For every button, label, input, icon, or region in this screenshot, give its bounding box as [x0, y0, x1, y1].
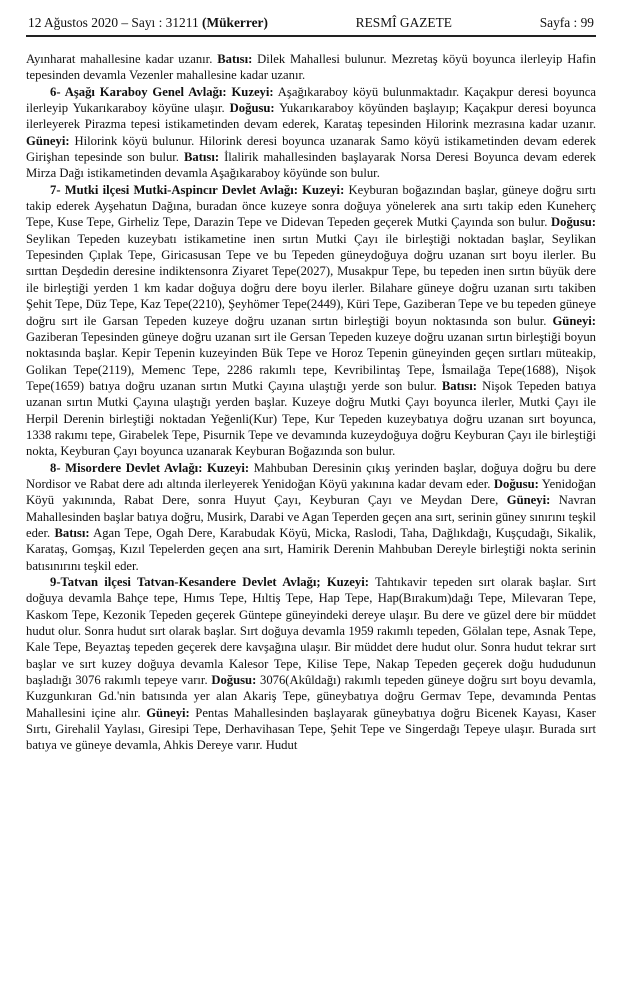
paragraph [26, 51, 596, 84]
paragraph-text: Ayınharat mahallesine kadar uzanır. [26, 52, 218, 66]
bold-heading-text: Doğusu: [493, 476, 539, 491]
header-issue: – Sayı : 31211 [121, 15, 199, 30]
paragraph-text: Keyburan boğazından başlar, güneye doğru sırtı takip ederek Ayşehatun Dağına, buradan önce kuzeye sonra doğuya yönelerek ana sırtı takip eden Kuneherç Tepe, Kuse Tepe, Girheliz Tepe, Darazin Tepe ve Didevan Tepeden geçerek Mutki Çayında son bulur. [26, 182, 596, 230]
page-header [26, 14, 596, 37]
header-date-issue [28, 14, 268, 32]
header-gazette-title: RESMÎ GAZETE [355, 15, 452, 30]
paragraph-text: Yukarıkaraboy köyünden başlayıp; Kaçakpur deresi boyunca ilerleyerek Pirazma tepesi istikametinden devam ederek, Karataş tepesinden Hilorink mezrasına kadar uzanır. [26, 101, 596, 132]
bold-heading-text: Güneyi: [506, 493, 551, 508]
paragraph [26, 84, 596, 182]
header-repeat: (Mükerrer) [202, 15, 268, 30]
paragraph-text: Agan Tepe, Ogah Dere, Karabudak Köyü, Micka, Raslodi, Taha, Dağlıkdağı, Kuşçudağı, Sikalik, Karataş, Gomşaş, Kızıl Tepelerden geçen ana sırt, Hamirik Derenin Mahbuban Dereyle birleştiği nokta serinin batısınırını teşkil eder. [26, 525, 597, 573]
paragraph [26, 460, 596, 574]
bold-heading-text: 8- Misordere Devlet Avlağı: Kuzeyi: [50, 460, 250, 475]
bold-heading-text: Batısı: [217, 52, 253, 66]
bold-heading-text: 7- Mutki ilçesi Mutki-Aspincır Devlet Avlağı: Kuzeyi: [50, 182, 345, 197]
header-date: 12 Ağustos 2020 [28, 15, 119, 30]
paragraph-text: Mahbuban Deresinin çıkış yerinden başlar, doğuya doğru bu dere Nordisor ve Rabat dere adı altında ilerleyerek Yenidoğan Köyü yakınına kadar devam eder. [26, 460, 596, 491]
paragraph [26, 574, 596, 754]
bold-heading-text: Batısı: [183, 150, 220, 165]
bold-heading-text: Batısı: [441, 378, 477, 393]
document-body [26, 51, 596, 754]
paragraph-text: Aşağıkaraboy köyü bulunmaktadır. Kaçakpur deresi boyunca ilerleyip Yukarıkaraboy köyüne ulaşır. [26, 84, 596, 116]
bold-heading-text: Güneyi: [146, 705, 190, 720]
bold-heading-text: 9-Tatvan ilçesi Tatvan-Kesandere Devlet Avlağı; Kuzeyi: [50, 575, 369, 589]
paragraph-text: Hilorink köyü bulunur. Hilorink deresi boyunca uzanarak Samo köyü istikametinden devam ederek Girişhan tepesinde son bulur. [26, 133, 596, 165]
paragraph-text: Seylikan Tepeden kuzeybatı istikametine inen sırtın Mutki Çayı ile birleştiği noktadan başlar, Seylikan Tepesinden Çıplak Tepe, Giricasusan Tepe ve bu Tepeden güneydoğuya doğru uzanan sırt boyu ilerler. Bu sırttan Deşdedin deresine indiktensonra Ziyaret Tepe(2027), Musakpur Tepe, bu tepeden inen sırtın büyük dere ile birleştiği yerden 1 km kadar doğuya doğru dere boyu ilerler. Bilahare güneye doğru uzanan sırtı takiben Şehit Tepe, Düz Tepe, Kaz Tepe(2210), Şeyhömer Tepe(2449), Küri Tepe, Gaziberan Tepe ve bu tepeden güneye doğru sırt ile Garsan Tepeden kuzeye doğru uzanan sırtın birleştiği boyun noktasında son bulur. [26, 231, 596, 328]
header-page-number: Sayfa : 99 [539, 15, 594, 30]
paragraph-text: 3076(Akûldağı) rakımlı tepeden güneye doğru sırt boyu devamla, Kuzgunkıran Gd.'nin batısında yer alan Akariş Tepe, güneybatıya doğru Germav Tepe, devamında Pentas Mahallesini içine alır. [26, 673, 596, 720]
bold-heading-text: Güneyi: [26, 133, 70, 148]
bold-heading-text: Güneyi: [552, 313, 596, 328]
paragraph-text: Tahtıkavir tepeden sırt olarak başlar. Sırt doğuya devamla Bahçe tepe, Hımıs Tepe, Hıltiş Tepe, Hap Tepe, Hap(Bırakum)dağı Tepe, Milevaran Tepe, Kaskom Tepe, Kezonik Tepeden geçerek Güntepe güneyindeki dereye ulaşır. Bu dere ve güzel dere bir müddet hudut olur. Sonra hudut sırt olarak başlar. Sırt doğuya devamla 1959 rakımlı tepeden, Gölalan tepe, Asnak Tepe, Kale Tepe, Beyaztaş tepeden geçerek dere kavşağına ulaşır. Bir müddet dere hudut olur. Sonra hudut tekrar sırt başlar ve sırt kuzey doğuya devamla Kalesor Tepe, Kilise Tepe, Nakap Tepeden geçerek doğu hududunun başladığı 3076 rakımlı tepeye varır. [26, 575, 596, 688]
bold-heading-text: 6- Aşağı Karaboy Genel Avlağı: Kuzeyi: [50, 84, 274, 99]
paragraph [26, 182, 596, 460]
bold-heading-text: Batısı: [54, 525, 90, 540]
bold-heading-text: Doğusu: [551, 215, 596, 230]
paragraph-text: Pentas Mahallesinden başlayarak güneybatıya doğru Bicenek Kayası, Kaser Sırtı, Girehalil Yaylası, Giresipi Tepe, Derhavihasan Tepe, Şehit Tepe ve Singerdağı Tepeye ulaşır. Burada sırt batıya ve güneye devamla, Ahkis Dereye varır. Hudut [26, 705, 597, 753]
paragraph-text: Yenidoğan Köyü yakınında, Rabat Dere, sonra Huyut Çayı, Keyburan Çayı ve Meydan Dere, [26, 476, 596, 508]
bold-heading-text: Doğusu: [211, 673, 257, 688]
paragraph-text: Dilek Mahallesi bulunur. Mezretaş köyü boyunca ilerleyip Hafin tepesinden devamla Vezenler mahallesine kadar uzanır. [26, 52, 596, 83]
paragraph-text: İlalirik mahallesinden başlayarak Norsa Deresi Boyunca devam ederek Mirza Dağı istikametinden devamla Aşağıkaraboy köyünde son bulur. [26, 150, 596, 181]
paragraph-text: Nişok Tepeden batıya uzanan sırtın Mutki Çayına ulaştığı yerden başlar. Kuzeye doğru Mutki Çayı boyunca ilerler, Mutki Çayı ile Herpil Derenin birleştiği noktadan Yeğenli(Kur) Tepe, Kur Tepeden kuzeybatıya doğru uzanan sırt boyunca, 1338 rakımı tepe, Girabelek Tepe, Pisurnik Tepe ve devamında kuzeydoğuya doğru Keyburan Çayı ile birleştiği nokta, Keyburan Çayı boyunca uzanarak Keyburan Boğazında son bulur. [26, 378, 596, 459]
paragraph-text: Navran Mahallesinden başlar batıya doğru, Musirk, Darabi ve Agan Teperden geçen ana sırt, serinin güney sınırını teşkil eder. [26, 493, 596, 540]
paragraph-text: Gaziberan Tepesinden güneye doğru uzanan sırt ile Gersan Tepeden kuzeye doğru uzanan sırtın birleştiği boyun noktasında başlar. Kepir Tepenin kuzeyinden Bük Tepe ve Horoz Tepenin güneyinden geçen sırtları müteakip, Golikan Tepe(2119), Memenc Tepe, 2286 rakımlı tepe, Kevribilintaş Tepe, İsmailağa Tepe(1688), Nişok Tepe(1659) batıya doğru uzanan sırtın Mutki Çayına ulaştığı yerde son bulur. [26, 329, 596, 393]
bold-heading-text: Doğusu: [229, 101, 275, 116]
